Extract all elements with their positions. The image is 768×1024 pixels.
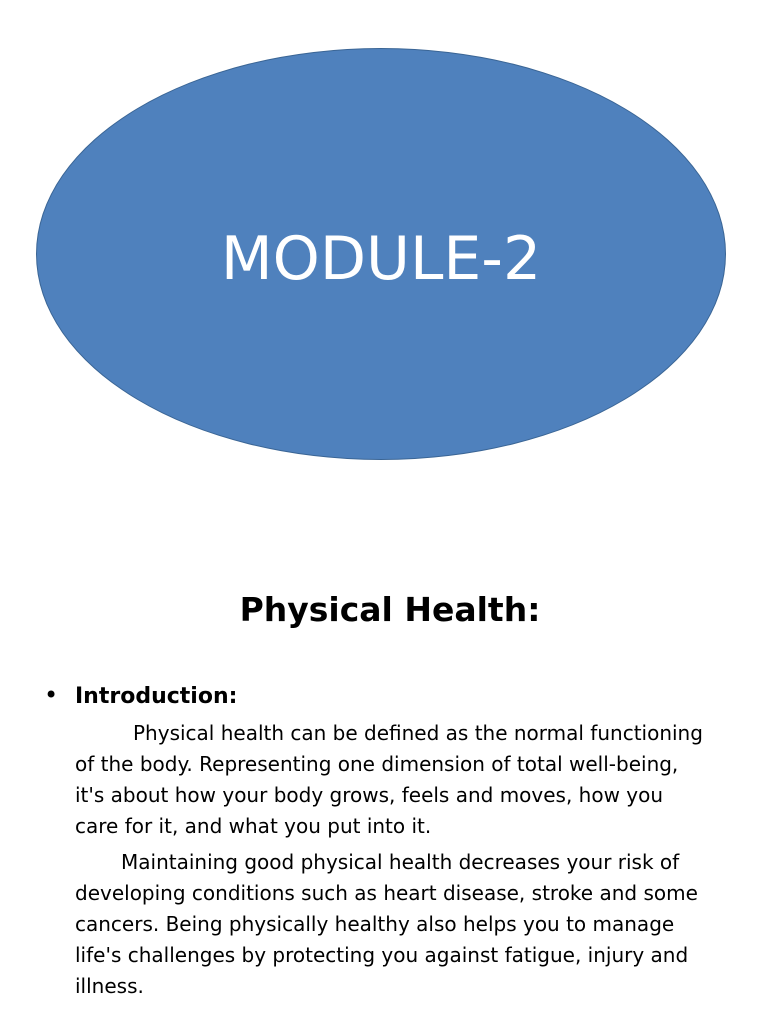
paragraph-line: care for it, and what you put into it.: [75, 814, 432, 838]
paragraph-line: Maintaining good physical health decreases your risk of: [121, 850, 680, 874]
paragraph-definition: [75, 718, 735, 842]
section-heading: Physical Health:: [239, 590, 541, 629]
bullet-item-introduction: [44, 680, 237, 712]
paragraph-line: it's about how your body grows, feels and moves, how you: [75, 783, 664, 807]
paragraph-line: Physical health can be defined as the normal functioning: [133, 721, 703, 745]
paragraph-line: life's challenges by protecting you against fatigue, injury and: [75, 943, 689, 967]
module-ellipse-shape: [36, 48, 726, 460]
paragraph-line: cancers. Being physically healthy also helps you to manage: [75, 912, 675, 936]
paragraph-line: developing conditions such as heart disease, stroke and some: [75, 881, 698, 905]
bullet-dot-icon: •: [44, 681, 59, 709]
paragraph-line: illness.: [75, 974, 144, 998]
paragraph-line: of the body. Representing one dimension of total well-being,: [75, 752, 679, 776]
introduction-label: Introduction:: [75, 684, 238, 709]
module-title: MODULE-2: [220, 224, 542, 294]
paragraph-benefits: [75, 847, 735, 1002]
